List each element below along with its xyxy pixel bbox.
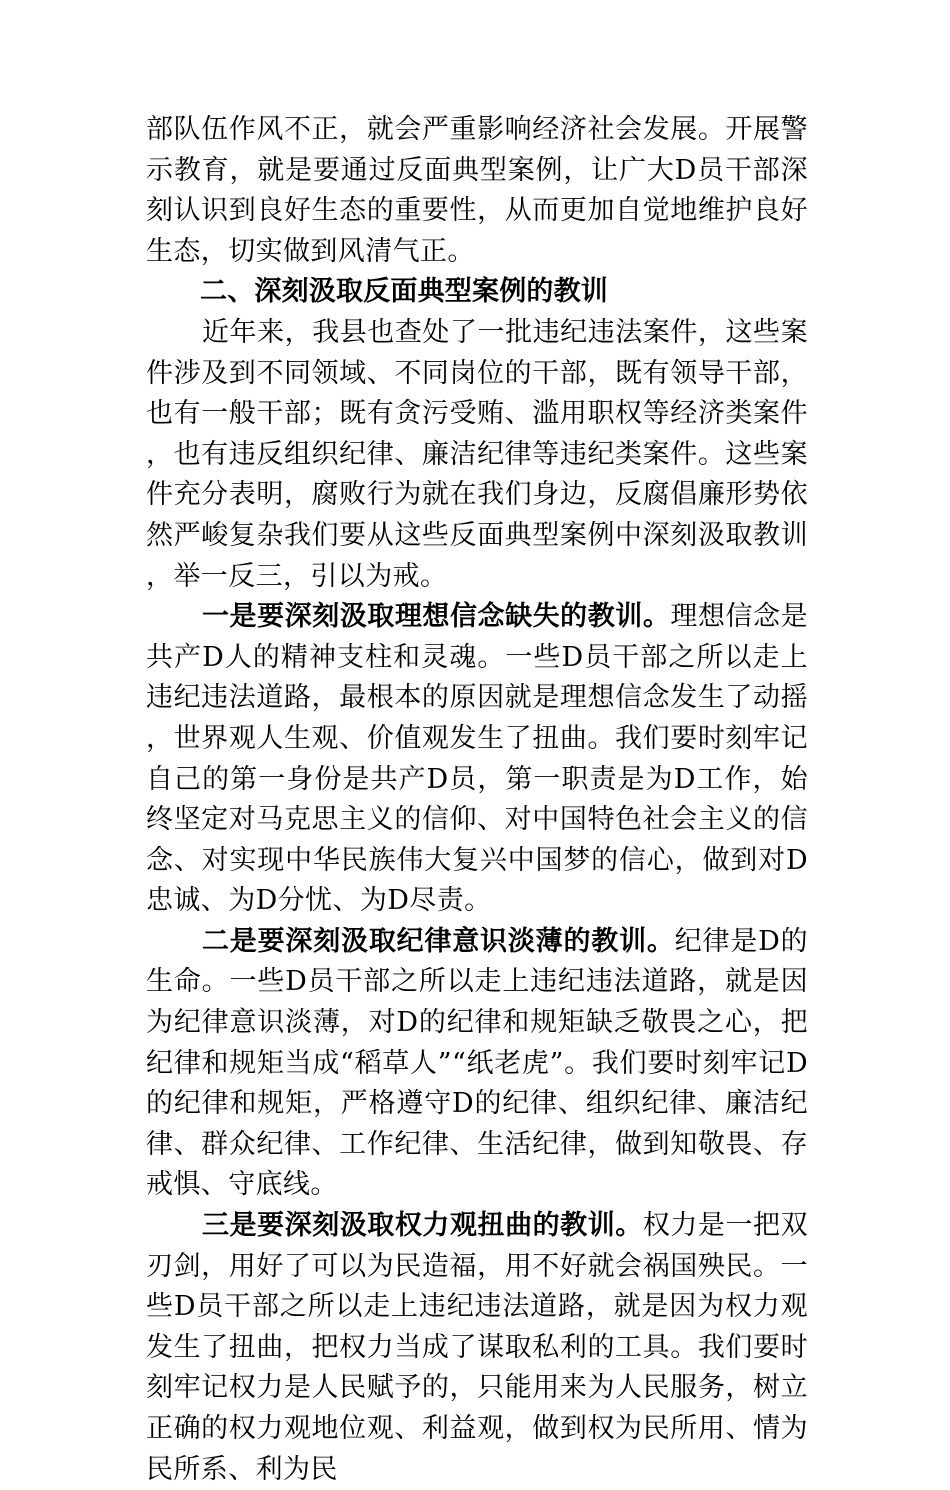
lesson-two-lead: 二是要深刻汲取纪律意识淡薄的教训。 (202, 925, 675, 957)
lesson-three-body: 权力是一把双刃剑，用好了可以为民造福，用不好就会祸国殃民。一些D员干部之所以走上违纪违法道路，就是因为权力观发生了扭曲，把权力当成了谋取私利的工具。我们要时刻牢记权力是人民赋予的，只能用来为人民服务，树立正确的权力观地位观、利益观，做到权为民所用、情为民所系、利为民 (146, 1210, 808, 1485)
paragraph-intro: 近年来，我县也查处了一批违纪违法案件，这些案件涉及到不同领域、不同岗位的干部，既有领导干部，也有一般干部；既有贪污受贿、滥用职权等经济类案件，也有违反组织纪律、廉洁纪律等违纪类案件。这些案件充分表明，腐败行为就在我们身边，反腐倡廉形势依然严峻复杂我们要从这些反面典型案例中深刻汲取教训，举一反三，引以为戒。 (146, 316, 808, 592)
document-body (146, 110, 808, 1490)
paragraph-continued: 部队伍作风不正，就会严重影响经济社会发展。开展警示教育，就是要通过反面典型案例，让广大D员干部深刻认识到良好生态的重要性，从而更加自觉地维护良好生态，切实做到风清气正。 (146, 114, 808, 267)
paragraph-lesson-three (146, 1206, 808, 1490)
paragraph-lesson-one (146, 597, 808, 922)
lesson-two-body: 纪律是D的生命。一些D员干部之所以走上违纪违法道路，就是因为纪律意识淡薄，对D的纪律和规矩缺乏敬畏之心，把纪律和规矩当成“稻草人”“纸老虎”。我们要时刻牢记D的纪律和规矩，严格遵守D的纪律、组织纪律、廉洁纪律、群众纪律、工作纪律、生活纪律，做到知敬畏、存戒惧、守底线。 (146, 925, 808, 1201)
section-heading: 二、深刻汲取反面典型案例的教训 (200, 276, 608, 308)
paragraph-lesson-two (146, 922, 808, 1206)
lesson-one-body: 理想信念是共产D人的精神支柱和灵魂。一些D员干部之所以走上违纪违法道路，最根本的原因就是理想信念发生了动摇，世界观人生观、价值观发生了扭曲。我们要时刻牢记自己的第一身份是共产D员，第一职责是为D工作，始终坚定对马克思主义的信仰、对中国特色社会主义的信念、对实现中华民族伟大复兴中国梦的信心，做到对D忠诚、为D分忧、为D尽责。 (146, 601, 808, 917)
lesson-one-lead: 一是要深刻汲取理想信念缺失的教训。 (202, 601, 671, 633)
lesson-three-lead: 三是要深刻汲取权力观扭曲的教训。 (202, 1210, 643, 1242)
